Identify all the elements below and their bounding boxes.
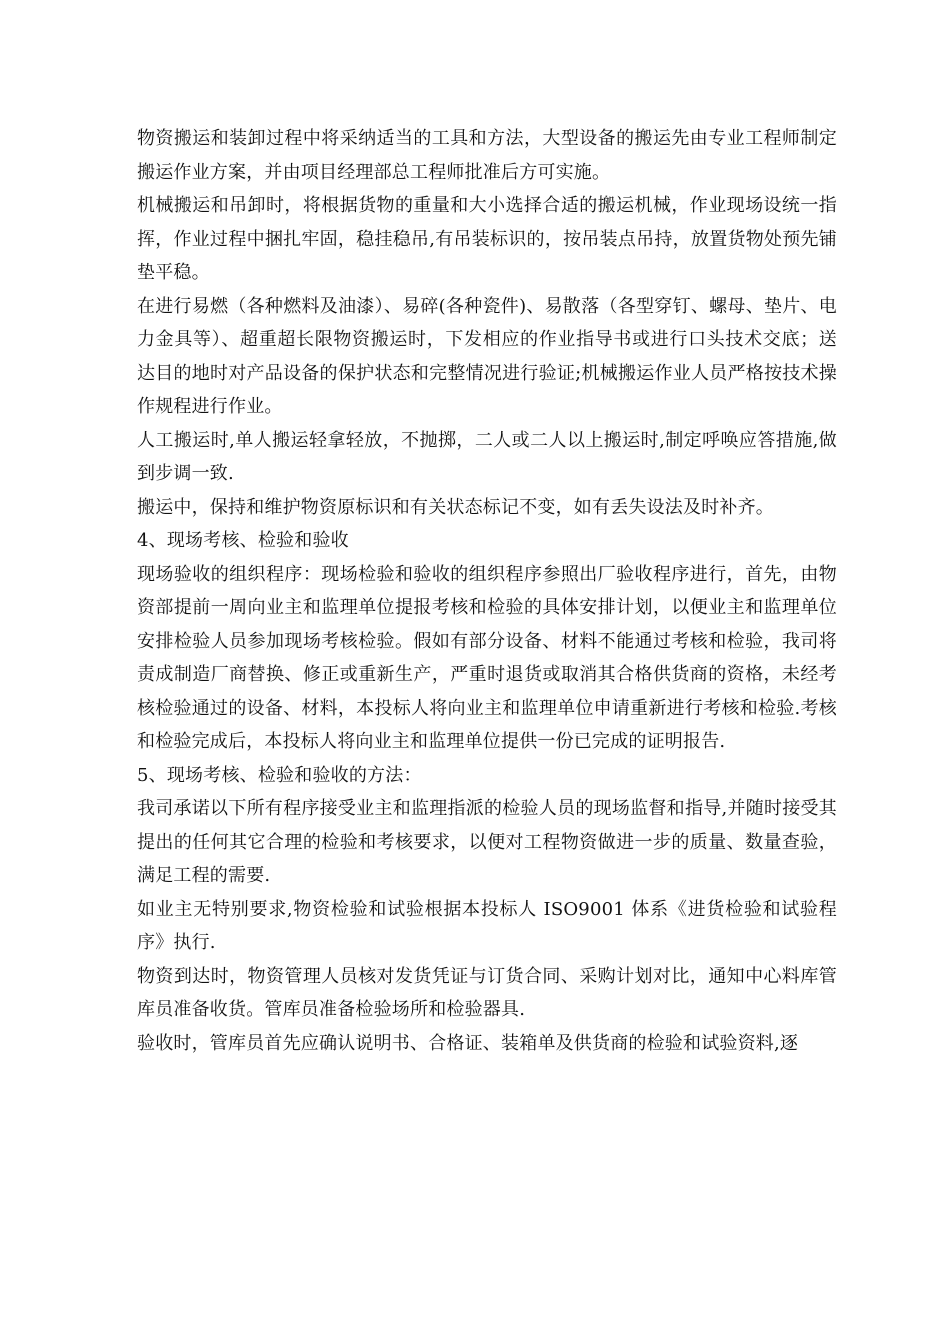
paragraph-iso-standard: 如业主无特别要求,物资检验和试验根据本投标人 ISO9001 体系《进货检验和试验程序》执行. [137, 898, 837, 953]
section-heading-5: 5、现场考核、检验和验收的方法： [137, 764, 422, 786]
document-body [137, 122, 837, 1060]
paragraph-special-materials: 在进行易燃（各种燃料及油漆）、易碎(各种瓷件)、易散落（各型穿钉、螺母、垫片、电力金具等）、超重超长限物资搬运时，下发相应的作业指导书或进行口头技术交底；送达目的地时对产品设备的保护状态和完整情况进行验证;机械搬运作业人员严格按技术操作规程进行作业。 [137, 295, 837, 417]
paragraph-manual-handling: 人工搬运时,单人搬运轻拿轻放，不抛掷，二人或二人以上搬运时,制定呼唤应答措施,做到步调一致. [137, 429, 837, 484]
section-heading-4: 4、现场考核、检验和验收 [137, 530, 349, 551]
paragraph-maintain-labels: 搬运中，保持和维护物资原标识和有关状态标记不变，如有丢失设法及时补齐。 [137, 496, 774, 518]
paragraph-inspection-start: 验收时，管库员首先应确认说明书、合格证、装箱单及供货商的检验和试验资料,逐 [137, 1032, 799, 1054]
paragraph-handling-tools: 物资搬运和装卸过程中将采纳适当的工具和方法，大型设备的搬运先由专业工程师制定搬运作业方案，并由项目经理部总工程师批准后方可实施。 [137, 128, 837, 183]
paragraph-acceptance-procedure: 现场验收的组织程序：现场检验和验收的组织程序参照出厂验收程序进行，首先，由物资部提前一周向业主和监理单位提报考核和检验的具体安排计划，以便业主和监理单位安排检验人员参加现场考核检验。假如有部分设备、材料不能通过考核和检验，我司将责成制造厂商替换、修正或重新生产，严重时退货或取消其合格供货商的资格，未经考核检验通过的设备、材料，本投标人将向业主和监理单位申请重新进行考核和检验.考核和检验完成后，本投标人将向业主和监理单位提供一份已完成的证明报告. [137, 563, 837, 752]
paragraph-arrival-check: 物资到达时，物资管理人员核对发货凭证与订货合同、采购计划对比，通知中心料库管库员准备收货。管库员准备检验场所和检验器具. [137, 965, 837, 1020]
paragraph-commitment: 我司承诺以下所有程序接受业主和监理指派的检验人员的现场监督和指导,并随时接受其提出的任何其它合理的检验和考核要求，以便对工程物资做进一步的质量、数量查验，满足工程的需要. [137, 798, 837, 886]
paragraph-mechanical-handling: 机械搬运和吊卸时，将根据货物的重量和大小选择合适的搬运机械，作业现场设统一指挥，作业过程中捆扎牢固，稳挂稳吊,有吊装标识的，按吊装点吊持，放置货物处预先铺垫平稳。 [137, 195, 837, 283]
